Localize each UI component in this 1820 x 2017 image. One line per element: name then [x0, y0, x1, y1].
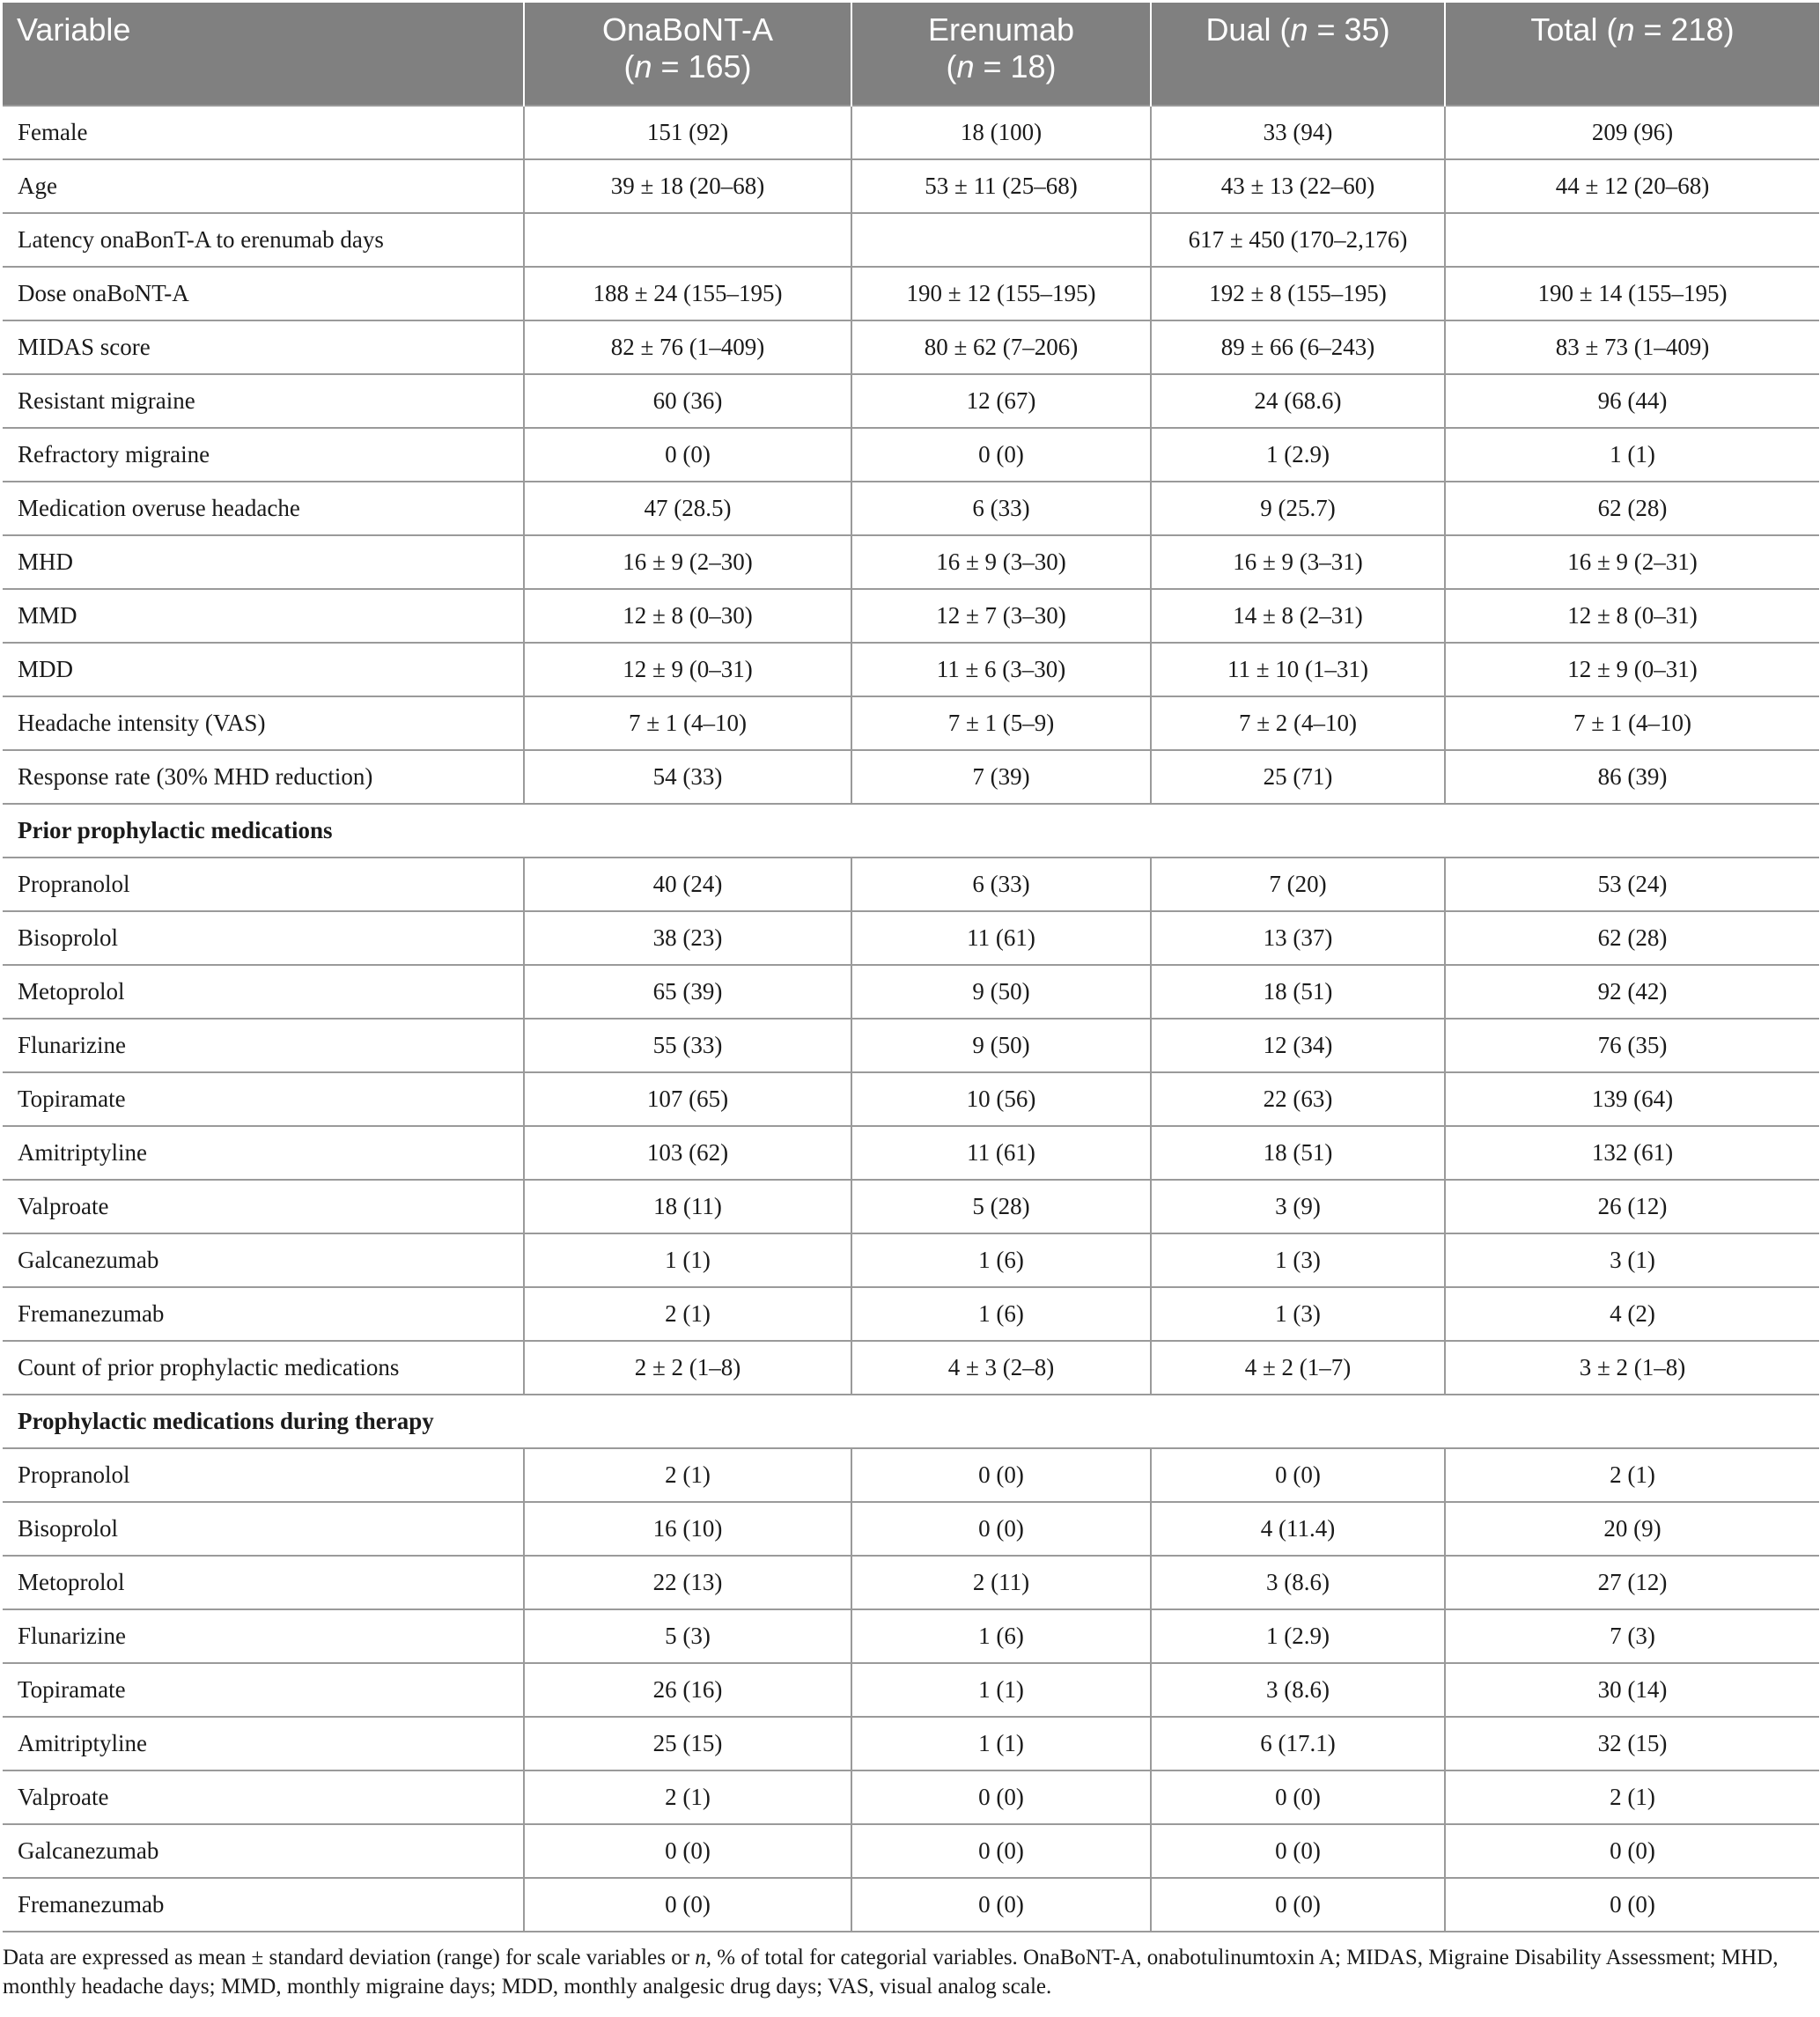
erenumab-cell: 9 (50): [851, 1019, 1151, 1072]
table-row: [3, 428, 1819, 482]
footnote-text-2: , % of total for categorial variables. OnaBoNT-A, onabotulinumtoxin A; MIDAS, Migraine Disability Assessment; MHD, monthly headache days; MMD, monthly migraine days; MDD, monthly analgesic drug days; VAS, visual analog scale.: [3, 1946, 1779, 1999]
row-label-cell: Valproate: [3, 1770, 524, 1824]
footnote-text-1: Data are expressed as mean ± standard deviation (range) for scale variables or: [3, 1946, 696, 1969]
total-cell: 27 (12): [1445, 1556, 1819, 1609]
row-label-cell: Amitriptyline: [3, 1717, 524, 1770]
total-cell: 53 (24): [1445, 858, 1819, 911]
table-row: [3, 1341, 1819, 1395]
table-row: [3, 1180, 1819, 1233]
erenumab-cell: 0 (0): [851, 1824, 1151, 1878]
table-row: [3, 1556, 1819, 1609]
row-label-cell: Propranolol: [3, 1448, 524, 1502]
dual-cell: 89 ± 66 (6–243): [1151, 320, 1445, 374]
header-total: [1445, 3, 1819, 106]
total-cell: 76 (35): [1445, 1019, 1819, 1072]
total-cell: 0 (0): [1445, 1824, 1819, 1878]
table-row: [3, 911, 1819, 965]
row-label-cell: Medication overuse headache: [3, 482, 524, 535]
table-row: [3, 858, 1819, 911]
table-header: [3, 3, 1819, 106]
onabont-a-cell: 39 ± 18 (20–68): [524, 159, 851, 213]
dual-cell: 24 (68.6): [1151, 374, 1445, 428]
onabont-a-cell: 12 ± 9 (0–31): [524, 643, 851, 696]
section-title: Prior prophylactic medications: [3, 804, 1819, 858]
table-row: [3, 1072, 1819, 1126]
dual-cell: 0 (0): [1151, 1878, 1445, 1932]
erenumab-cell: 0 (0): [851, 1448, 1151, 1502]
erenumab-cell: 10 (56): [851, 1072, 1151, 1126]
dual-cell: 0 (0): [1151, 1770, 1445, 1824]
table-row: [3, 320, 1819, 374]
onabont-a-cell: 7 ± 1 (4–10): [524, 696, 851, 750]
total-cell: 7 (3): [1445, 1609, 1819, 1663]
row-label-cell: Propranolol: [3, 858, 524, 911]
onabont-a-cell: 2 (1): [524, 1287, 851, 1341]
table-row: [3, 1502, 1819, 1556]
onabont-a-cell: 0 (0): [524, 1824, 851, 1878]
row-label-cell: Flunarizine: [3, 1019, 524, 1072]
dual-cell: 7 (20): [1151, 858, 1445, 911]
table-row: [3, 965, 1819, 1019]
dual-cell: 33 (94): [1151, 106, 1445, 159]
onabont-a-cell: 65 (39): [524, 965, 851, 1019]
onabont-a-cell: 2 (1): [524, 1448, 851, 1502]
total-cell: 7 ± 1 (4–10): [1445, 696, 1819, 750]
row-label-cell: Topiramate: [3, 1663, 524, 1717]
dual-cell: 9 (25.7): [1151, 482, 1445, 535]
table-row: [3, 1878, 1819, 1932]
table-row: [3, 1448, 1819, 1502]
header-col1-n: n: [634, 48, 652, 85]
total-cell: [1445, 213, 1819, 267]
table-footnote: [3, 1932, 1820, 2001]
row-label-cell: Headache intensity (VAS): [3, 696, 524, 750]
total-cell: 20 (9): [1445, 1502, 1819, 1556]
header-col4-n-value: = 218): [1634, 11, 1735, 48]
onabont-a-cell: 5 (3): [524, 1609, 851, 1663]
table-row: [3, 106, 1819, 159]
total-cell: 2 (1): [1445, 1448, 1819, 1502]
total-cell: 3 ± 2 (1–8): [1445, 1341, 1819, 1395]
total-cell: 209 (96): [1445, 106, 1819, 159]
header-row: [3, 3, 1819, 106]
section-title: Prophylactic medications during therapy: [3, 1395, 1819, 1448]
header-erenumab: Erenumab (n = 18): [851, 3, 1151, 106]
table-row: [3, 535, 1819, 589]
row-label-cell: Fremanezumab: [3, 1878, 524, 1932]
erenumab-cell: 1 (6): [851, 1233, 1151, 1287]
onabont-a-cell: 2 ± 2 (1–8): [524, 1341, 851, 1395]
erenumab-cell: [851, 213, 1151, 267]
dual-cell: 25 (71): [1151, 750, 1445, 804]
table-row: [3, 750, 1819, 804]
erenumab-cell: 0 (0): [851, 1878, 1151, 1932]
table-row: [3, 696, 1819, 750]
header-variable: [3, 3, 524, 106]
onabont-a-cell: 16 (10): [524, 1502, 851, 1556]
onabont-a-cell: 25 (15): [524, 1717, 851, 1770]
table-row: [3, 1287, 1819, 1341]
dual-cell: 3 (8.6): [1151, 1556, 1445, 1609]
dual-cell: 6 (17.1): [1151, 1717, 1445, 1770]
row-label-cell: Fremanezumab: [3, 1287, 524, 1341]
header-col2-name: Erenumab: [927, 11, 1075, 48]
erenumab-cell: 80 ± 62 (7–206): [851, 320, 1151, 374]
total-cell: 12 ± 8 (0–31): [1445, 589, 1819, 643]
dual-cell: 11 ± 10 (1–31): [1151, 643, 1445, 696]
table-row: [3, 643, 1819, 696]
onabont-a-cell: 22 (13): [524, 1556, 851, 1609]
dual-cell: 3 (9): [1151, 1180, 1445, 1233]
row-label-cell: Metoprolol: [3, 1556, 524, 1609]
onabont-a-cell: 151 (92): [524, 106, 851, 159]
table-row: [3, 1770, 1819, 1824]
total-cell: 16 ± 9 (2–31): [1445, 535, 1819, 589]
erenumab-cell: 1 (6): [851, 1609, 1151, 1663]
total-cell: 32 (15): [1445, 1717, 1819, 1770]
total-cell: 96 (44): [1445, 374, 1819, 428]
onabont-a-cell: 188 ± 24 (155–195): [524, 267, 851, 320]
onabont-a-cell: 12 ± 8 (0–30): [524, 589, 851, 643]
row-label-cell: Count of prior prophylactic medications: [3, 1341, 524, 1395]
total-cell: 139 (64): [1445, 1072, 1819, 1126]
table-row: [3, 589, 1819, 643]
table-row: [3, 374, 1819, 428]
row-label-cell: MMD: [3, 589, 524, 643]
row-label-cell: Female: [3, 106, 524, 159]
table-row: [3, 1233, 1819, 1287]
erenumab-cell: 1 (1): [851, 1663, 1151, 1717]
table-row: [3, 1717, 1819, 1770]
header-col4-name: Total (: [1530, 11, 1617, 48]
row-label-cell: Latency onaBonT-A to erenumab days: [3, 213, 524, 267]
row-label-cell: Galcanezumab: [3, 1824, 524, 1878]
total-cell: 92 (42): [1445, 965, 1819, 1019]
total-cell: 3 (1): [1445, 1233, 1819, 1287]
dual-cell: 22 (63): [1151, 1072, 1445, 1126]
dual-cell: 4 ± 2 (1–7): [1151, 1341, 1445, 1395]
erenumab-cell: 5 (28): [851, 1180, 1151, 1233]
erenumab-cell: 11 (61): [851, 911, 1151, 965]
onabont-a-cell: 54 (33): [524, 750, 851, 804]
erenumab-cell: 6 (33): [851, 482, 1151, 535]
row-label-cell: Metoprolol: [3, 965, 524, 1019]
onabont-a-cell: 1 (1): [524, 1233, 851, 1287]
dual-cell: 192 ± 8 (155–195): [1151, 267, 1445, 320]
total-cell: 86 (39): [1445, 750, 1819, 804]
erenumab-cell: 18 (100): [851, 106, 1151, 159]
erenumab-cell: 16 ± 9 (3–30): [851, 535, 1151, 589]
section-header-row: [3, 804, 1819, 858]
onabont-a-cell: 107 (65): [524, 1072, 851, 1126]
onabont-a-cell: 18 (11): [524, 1180, 851, 1233]
total-cell: 62 (28): [1445, 482, 1819, 535]
table-container: [3, 3, 1819, 2001]
row-label-cell: Valproate: [3, 1180, 524, 1233]
row-label-cell: Galcanezumab: [3, 1233, 524, 1287]
dual-cell: 43 ± 13 (22–60): [1151, 159, 1445, 213]
row-label-cell: MIDAS score: [3, 320, 524, 374]
row-label-cell: MDD: [3, 643, 524, 696]
dual-cell: 1 (2.9): [1151, 428, 1445, 482]
row-label-cell: Resistant migraine: [3, 374, 524, 428]
onabont-a-cell: 0 (0): [524, 1878, 851, 1932]
table-row: [3, 1019, 1819, 1072]
total-cell: 12 ± 9 (0–31): [1445, 643, 1819, 696]
onabont-a-cell: 2 (1): [524, 1770, 851, 1824]
section-header-row: [3, 1395, 1819, 1448]
erenumab-cell: 2 (11): [851, 1556, 1151, 1609]
erenumab-cell: 6 (33): [851, 858, 1151, 911]
dual-cell: 18 (51): [1151, 1126, 1445, 1180]
table-body: [3, 106, 1819, 1932]
onabont-a-cell: 47 (28.5): [524, 482, 851, 535]
dual-cell: 14 ± 8 (2–31): [1151, 589, 1445, 643]
onabont-a-cell: 103 (62): [524, 1126, 851, 1180]
dual-cell: 7 ± 2 (4–10): [1151, 696, 1445, 750]
footnote-n-italic: n: [695, 1946, 706, 1969]
erenumab-cell: 0 (0): [851, 1770, 1151, 1824]
dual-cell: 0 (0): [1151, 1448, 1445, 1502]
table-row: [3, 1663, 1819, 1717]
onabont-a-cell: 38 (23): [524, 911, 851, 965]
header-col4-n: n: [1617, 11, 1635, 48]
header-col3-n-value: = 35): [1308, 11, 1390, 48]
erenumab-cell: 1 (6): [851, 1287, 1151, 1341]
row-label-cell: Refractory migraine: [3, 428, 524, 482]
header-col2-n: n: [956, 48, 975, 85]
table-row: [3, 1824, 1819, 1878]
total-cell: 4 (2): [1445, 1287, 1819, 1341]
onabont-a-cell: 60 (36): [524, 374, 851, 428]
dual-cell: 13 (37): [1151, 911, 1445, 965]
onabont-a-cell: 26 (16): [524, 1663, 851, 1717]
dual-cell: 1 (2.9): [1151, 1609, 1445, 1663]
onabont-a-cell: 40 (24): [524, 858, 851, 911]
header-col2-n-value: = 18): [974, 48, 1057, 85]
row-label-cell: Topiramate: [3, 1072, 524, 1126]
erenumab-cell: 53 ± 11 (25–68): [851, 159, 1151, 213]
onabont-a-cell: 16 ± 9 (2–30): [524, 535, 851, 589]
table-row: [3, 482, 1819, 535]
dual-cell: 4 (11.4): [1151, 1502, 1445, 1556]
dual-cell: 617 ± 450 (170–2,176): [1151, 213, 1445, 267]
onabont-a-cell: 0 (0): [524, 428, 851, 482]
total-cell: 83 ± 73 (1–409): [1445, 320, 1819, 374]
row-label-cell: Bisoprolol: [3, 1502, 524, 1556]
dual-cell: 1 (3): [1151, 1233, 1445, 1287]
erenumab-cell: 0 (0): [851, 1502, 1151, 1556]
total-cell: 62 (28): [1445, 911, 1819, 965]
erenumab-cell: 4 ± 3 (2–8): [851, 1341, 1151, 1395]
erenumab-cell: 0 (0): [851, 428, 1151, 482]
header-variable-label: Variable: [17, 11, 131, 48]
erenumab-cell: 9 (50): [851, 965, 1151, 1019]
erenumab-cell: 7 (39): [851, 750, 1151, 804]
row-label-cell: Amitriptyline: [3, 1126, 524, 1180]
dual-cell: 16 ± 9 (3–31): [1151, 535, 1445, 589]
total-cell: 0 (0): [1445, 1878, 1819, 1932]
header-col3-name: Dual (: [1205, 11, 1291, 48]
total-cell: 1 (1): [1445, 428, 1819, 482]
erenumab-cell: 11 ± 6 (3–30): [851, 643, 1151, 696]
table-row: [3, 1126, 1819, 1180]
onabont-a-cell: [524, 213, 851, 267]
header-col1-n-value: = 165): [652, 48, 752, 85]
row-label-cell: Response rate (30% MHD reduction): [3, 750, 524, 804]
data-table: [3, 3, 1819, 1932]
dual-cell: 3 (8.6): [1151, 1663, 1445, 1717]
total-cell: 30 (14): [1445, 1663, 1819, 1717]
erenumab-cell: 1 (1): [851, 1717, 1151, 1770]
row-label-cell: Dose onaBoNT-A: [3, 267, 524, 320]
header-dual: [1151, 3, 1445, 106]
row-label-cell: MHD: [3, 535, 524, 589]
erenumab-cell: 190 ± 12 (155–195): [851, 267, 1151, 320]
dual-cell: 12 (34): [1151, 1019, 1445, 1072]
total-cell: 44 ± 12 (20–68): [1445, 159, 1819, 213]
row-label-cell: Flunarizine: [3, 1609, 524, 1663]
header-onabont-a: OnaBoNT-A (n = 165): [524, 3, 851, 106]
table-row: [3, 213, 1819, 267]
total-cell: 132 (61): [1445, 1126, 1819, 1180]
header-col3-n: n: [1290, 11, 1308, 48]
row-label-cell: Bisoprolol: [3, 911, 524, 965]
table-row: [3, 159, 1819, 213]
erenumab-cell: 12 (67): [851, 374, 1151, 428]
table-row: [3, 267, 1819, 320]
erenumab-cell: 11 (61): [851, 1126, 1151, 1180]
row-label-cell: Age: [3, 159, 524, 213]
total-cell: 190 ± 14 (155–195): [1445, 267, 1819, 320]
dual-cell: 18 (51): [1151, 965, 1445, 1019]
erenumab-cell: 7 ± 1 (5–9): [851, 696, 1151, 750]
header-col1-name: OnaBoNT-A: [601, 11, 774, 48]
onabont-a-cell: 82 ± 76 (1–409): [524, 320, 851, 374]
erenumab-cell: 12 ± 7 (3–30): [851, 589, 1151, 643]
dual-cell: 1 (3): [1151, 1287, 1445, 1341]
dual-cell: 0 (0): [1151, 1824, 1445, 1878]
table-row: [3, 1609, 1819, 1663]
total-cell: 2 (1): [1445, 1770, 1819, 1824]
onabont-a-cell: 55 (33): [524, 1019, 851, 1072]
total-cell: 26 (12): [1445, 1180, 1819, 1233]
